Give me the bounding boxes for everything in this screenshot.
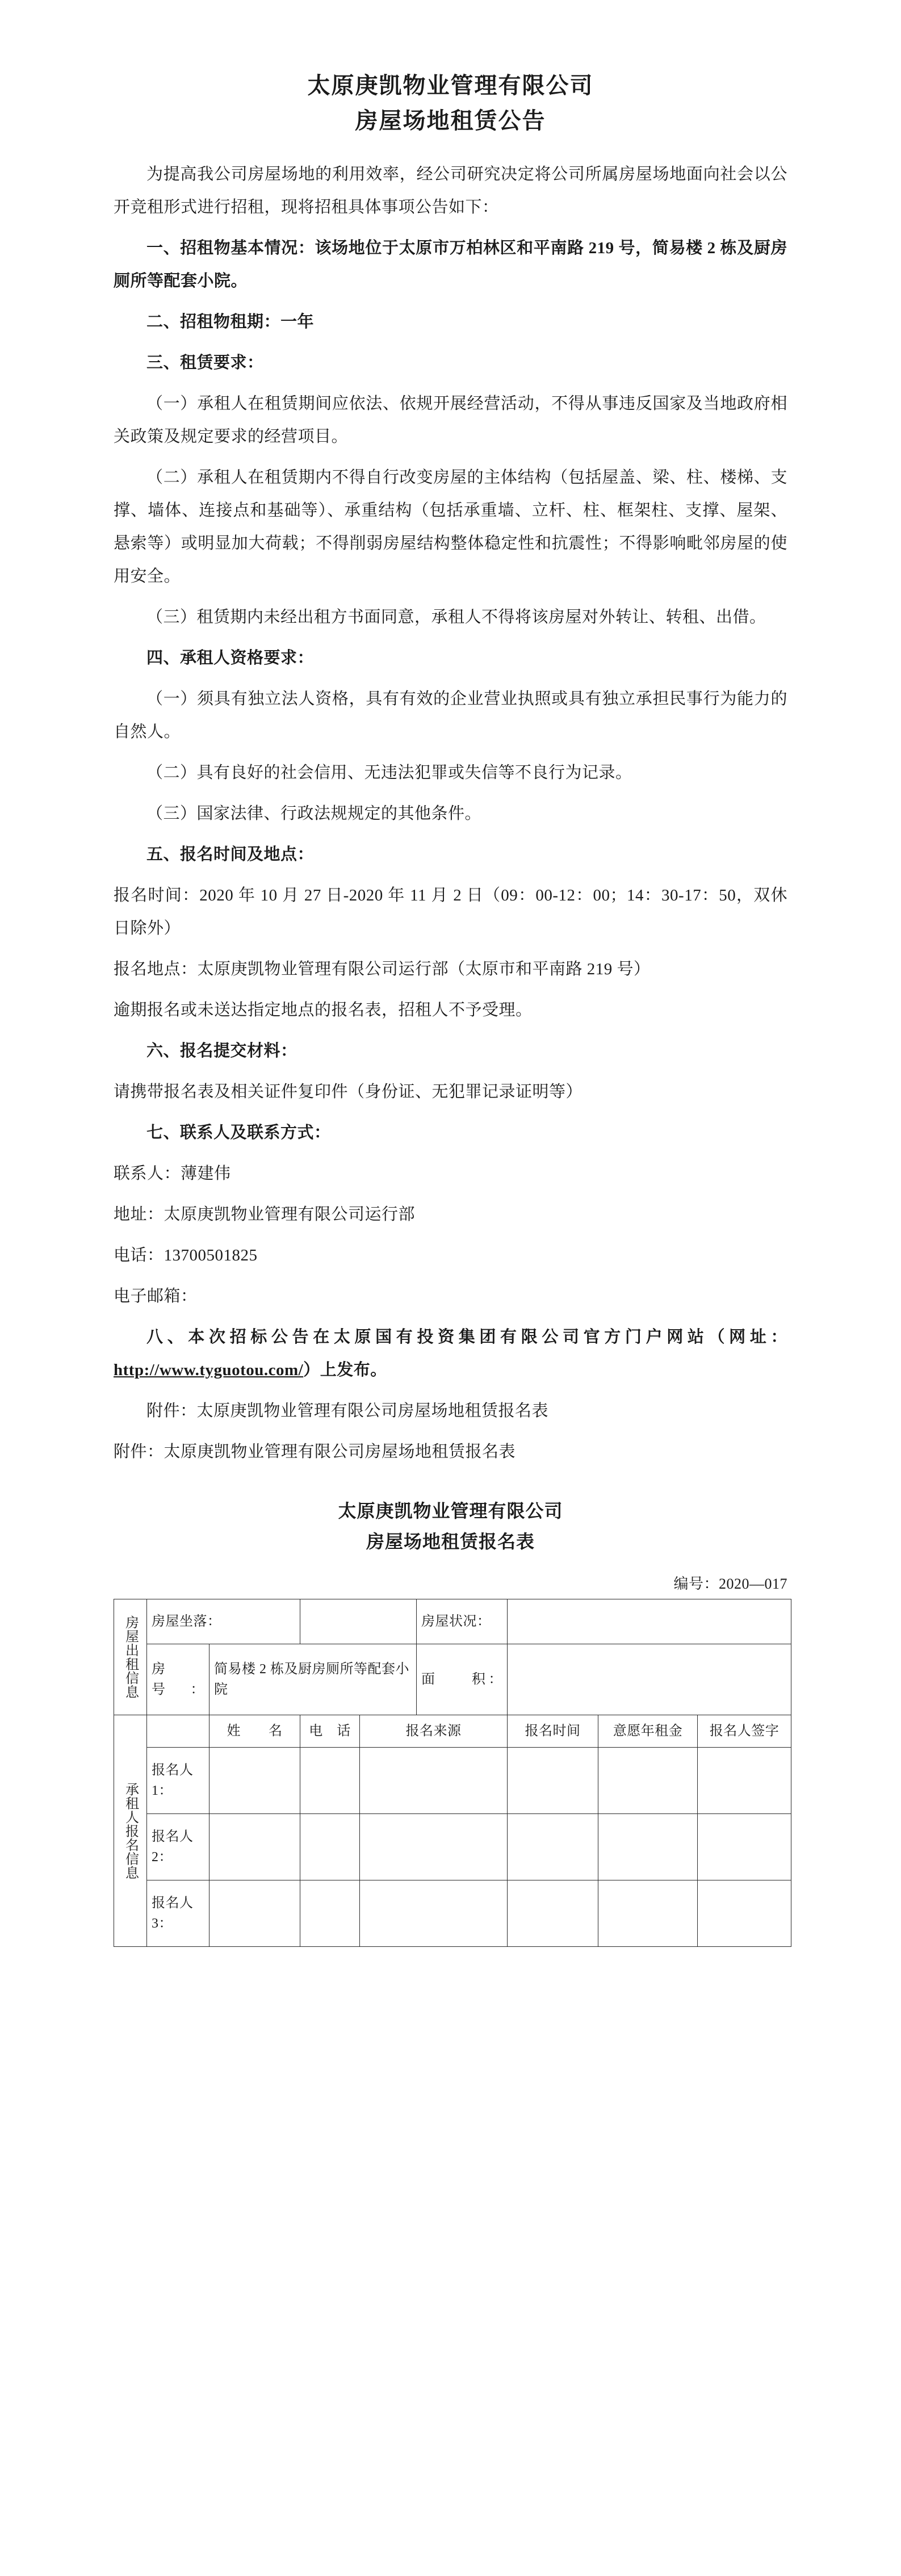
applicant-3-phone[interactable]	[300, 1880, 360, 1946]
cell-status-value[interactable]	[508, 1599, 791, 1644]
applicant-1-rent[interactable]	[598, 1747, 698, 1813]
applicant-label-3: 报名人 3：	[147, 1880, 209, 1946]
paragraph-section-3-2: （二）承租人在租赁期内不得自行改变房屋的主体结构（包括屋盖、梁、柱、楼梯、支撑、墙体、连接点和基础等）、承重结构（包括承重墙、立杆、柱、框架柱、支撑、屋架、悬索等）或明显加大荷载；不得削弱房屋结构整体稳定性和抗震性；不得影响毗邻房屋的使用安全。	[114, 468, 787, 585]
paragraph-section-4-3: （三）国家法律、行政法规规定的其他条件。	[146, 805, 482, 823]
applicant-2-signature[interactable]	[698, 1813, 791, 1880]
paragraph-signup-place: 报名地点：太原庚凯物业管理有限公司运行部（太原市和平南路 219 号）	[114, 960, 651, 978]
title-line-2: 房屋场地租赁公告	[355, 108, 546, 133]
announcement-body	[114, 158, 787, 1468]
paragraph-section-3: 三、租赁要求：	[146, 354, 264, 372]
column-header-source: 报名来源	[360, 1715, 508, 1747]
paragraph-section-7: 七、联系人及联系方式：	[146, 1124, 331, 1142]
title-line-1: 太原庚凯物业管理有限公司	[307, 73, 594, 98]
section-8-text-before: 八、本次招标公告在太原国有投资集团有限公司官方门户网站（网址：	[146, 1328, 787, 1346]
applicant-1-signature[interactable]	[698, 1747, 791, 1813]
table-row-applicant-3	[114, 1880, 791, 1946]
paragraph-signup-note: 逾期报名或未送达指定地点的报名表，招租人不予受理。	[114, 1001, 533, 1019]
column-header-name: 姓 名	[209, 1715, 300, 1747]
applicant-2-time[interactable]	[508, 1813, 598, 1880]
paragraph-section-1: 一、招租物基本情况：该场地位于太原市万柏林区和平南路 219 号，简易楼 2 栋及厨房厕所等配套小院。	[114, 239, 787, 290]
paragraph-section-4-2: （二）具有良好的社会信用、无违法犯罪或失信等不良行为记录。	[146, 764, 632, 782]
side-label-property-info: 房屋出租信息	[114, 1599, 147, 1715]
cell-room-value[interactable]: 简易楼 2 栋及厨房厕所等配套小院	[209, 1644, 417, 1715]
cell-address-label: 房屋坐落：	[147, 1599, 300, 1644]
paragraph-intro: 为提高我公司房屋场地的利用效率，经公司研究决定将公司所属房屋场地面向社会以公开竞租形式进行招租，现将招租具体事项公告如下：	[114, 165, 787, 216]
paragraph-section-4-1: （一）须具有独立法人资格，具有有效的企业营业执照或具有独立承担民事行为能力的自然人。	[114, 690, 787, 741]
paragraph-section-8	[114, 1321, 787, 1387]
paragraph-materials: 请携带报名表及相关证件复印件（身份证、无犯罪记录证明等）	[114, 1083, 583, 1101]
paragraph-section-5: 五、报名时间及地点：	[146, 845, 315, 864]
side-label-applicant-info: 承租人报名信息	[114, 1715, 147, 1946]
applicant-label-1: 报名人 1：	[147, 1747, 209, 1813]
paragraph-section-2: 二、招租物租期：一年	[146, 313, 315, 331]
applicant-label-2: 报名人 2：	[147, 1813, 209, 1880]
paragraph-contact-phone: 电话：13700501825	[114, 1246, 258, 1264]
attachment-line-plain	[114, 1435, 787, 1468]
applicant-3-time[interactable]	[508, 1880, 598, 1946]
cell-status-label: 房屋状况：	[417, 1599, 508, 1644]
table-row-column-headers	[114, 1715, 791, 1747]
paragraph-section-3-1: （一）承租人在租赁期间应依法、依规开展经营活动，不得从事违反国家及当地政府相关政策及规定要求的经营项目。	[114, 395, 787, 446]
table-row-applicant-2	[114, 1813, 791, 1880]
paragraph-contact-address: 地址：太原庚凯物业管理有限公司运行部	[114, 1205, 416, 1224]
website-link[interactable]: http://www.tyguotou.com/	[114, 1361, 304, 1379]
column-header-signature: 报名人签字	[698, 1715, 791, 1747]
applicant-1-phone[interactable]	[300, 1747, 360, 1813]
section-8-text-after: ）上发布。	[303, 1361, 387, 1379]
cell-room-label: 房 号：	[147, 1644, 209, 1715]
paragraph-contact-email: 电子邮箱：	[114, 1287, 198, 1305]
applicant-2-rent[interactable]	[598, 1813, 698, 1880]
paragraph-section-6: 六、报名提交材料：	[146, 1042, 297, 1060]
form-number: 编号：2020—017	[673, 1575, 787, 1592]
registration-form-table	[114, 1599, 791, 1947]
applicant-2-phone[interactable]	[300, 1813, 360, 1880]
table-row-room	[114, 1644, 791, 1715]
paragraph-section-4: 四、承租人资格要求：	[146, 649, 315, 667]
applicant-1-time[interactable]	[508, 1747, 598, 1813]
page-title	[114, 68, 787, 139]
column-header-time: 报名时间	[508, 1715, 598, 1747]
applicant-1-source[interactable]	[360, 1747, 508, 1813]
form-title-block	[114, 1496, 787, 1557]
form-title-line-1: 太原庚凯物业管理有限公司	[338, 1501, 563, 1521]
attachment-line-bold	[114, 1394, 787, 1427]
applicant-3-signature[interactable]	[698, 1880, 791, 1946]
applicant-3-name[interactable]	[209, 1880, 300, 1946]
attachment-label-1: 附件：太原庚凯物业管理有限公司房屋场地租赁报名表	[146, 1402, 549, 1420]
cell-header-spacer	[147, 1715, 209, 1747]
table-row-address	[114, 1599, 791, 1644]
paragraph-signup-time: 报名时间：2020 年 10 月 27 日-2020 年 11 月 2 日（09：00-12：00；14：30-17：50，双休日除外）	[114, 886, 787, 937]
cell-area-value[interactable]	[508, 1644, 791, 1715]
applicant-2-source[interactable]	[360, 1813, 508, 1880]
applicant-2-name[interactable]	[209, 1813, 300, 1880]
cell-area-label: 面 积：	[417, 1644, 508, 1715]
column-header-phone: 电 话	[300, 1715, 360, 1747]
applicant-3-rent[interactable]	[598, 1880, 698, 1946]
column-header-rent: 意愿年租金	[598, 1715, 698, 1747]
table-row-applicant-1	[114, 1747, 791, 1813]
applicant-3-source[interactable]	[360, 1880, 508, 1946]
paragraph-section-3-3: （三）租赁期内未经出租方书面同意，承租人不得将该房屋对外转让、转租、出借。	[146, 608, 766, 626]
cell-address-value[interactable]	[300, 1599, 417, 1644]
form-title-line-2: 房屋场地租赁报名表	[366, 1531, 535, 1552]
paragraph-contact-person: 联系人：薄建伟	[114, 1165, 231, 1183]
attachment-label-2: 附件：太原庚凯物业管理有限公司房屋场地租赁报名表	[114, 1443, 516, 1461]
applicant-1-name[interactable]	[209, 1747, 300, 1813]
